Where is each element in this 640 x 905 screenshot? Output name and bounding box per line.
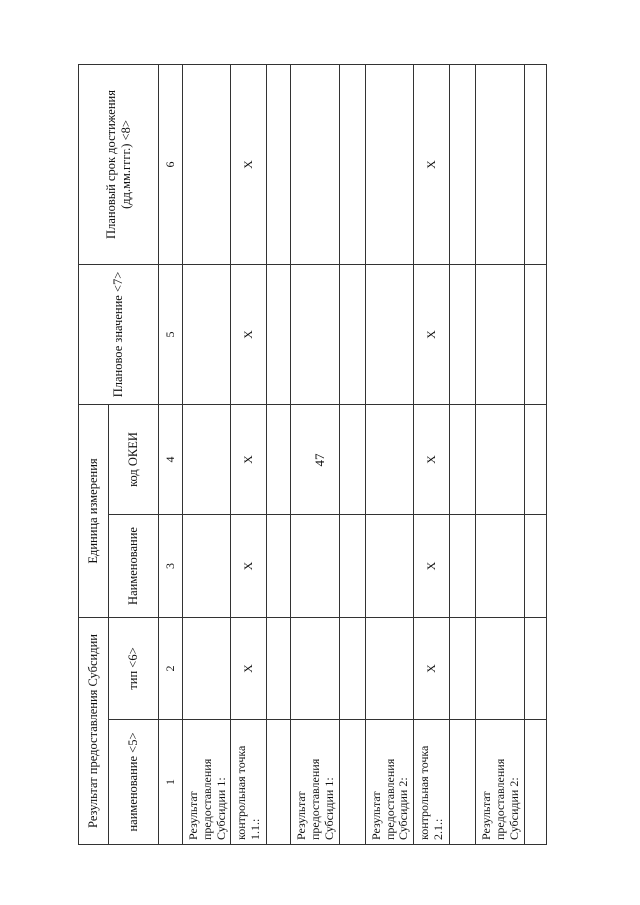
- row-plan-date: [339, 64, 365, 264]
- row-plan-value: [267, 264, 291, 404]
- row-plan-date: [450, 64, 476, 264]
- row-name: Результат предоставления Субсидии 2:: [365, 720, 413, 845]
- table-row: [524, 64, 546, 844]
- table-row: [267, 64, 291, 844]
- row-unit-code: X: [231, 404, 267, 514]
- row-type: [524, 618, 546, 720]
- row-plan-value: X: [414, 264, 450, 404]
- rotated-table-container: [78, 65, 521, 845]
- row-plan-value: X: [231, 264, 267, 404]
- row-type: [267, 618, 291, 720]
- table-row: [414, 64, 450, 844]
- row-plan-value: [476, 264, 524, 404]
- header-type: тип <6>: [109, 618, 159, 720]
- row-type: [183, 618, 231, 720]
- row-plan-value: [291, 264, 339, 404]
- row-plan-value: [524, 264, 546, 404]
- row-type: [450, 618, 476, 720]
- row-type: X: [414, 618, 450, 720]
- row-name: Результат предоставления Субсидии 1:: [291, 720, 339, 845]
- row-type: [291, 618, 339, 720]
- row-plan-value: [450, 264, 476, 404]
- row-unit-name: [524, 515, 546, 618]
- row-type: [476, 618, 524, 720]
- row-plan-date: [524, 64, 546, 264]
- row-name: Результат предоставления Субсидии 2:: [476, 720, 524, 845]
- row-unit-name: [339, 515, 365, 618]
- row-unit-code: [339, 404, 365, 514]
- row-unit-name: [476, 515, 524, 618]
- table-row: [365, 64, 413, 844]
- row-name: [267, 720, 291, 845]
- row-unit-code: [450, 404, 476, 514]
- row-plan-date: [267, 64, 291, 264]
- row-plan-value: [365, 264, 413, 404]
- column-number: 2: [159, 618, 183, 720]
- row-type: [365, 618, 413, 720]
- row-unit-code: [267, 404, 291, 514]
- row-unit-code: [291, 404, 339, 514]
- header-plan-value: Плановое значение <7>: [79, 264, 159, 404]
- row-name: Результат предоставления Субсидии 1:: [183, 720, 231, 845]
- row-unit-code: X: [414, 404, 450, 514]
- table-row: [291, 64, 339, 844]
- row-unit-name: [183, 515, 231, 618]
- row-plan-date: [365, 64, 413, 264]
- table-row: [450, 64, 476, 844]
- row-unit-code: [524, 404, 546, 514]
- row-unit-code: [183, 404, 231, 514]
- header-result-group: Результат предоставления Субсидии: [79, 618, 109, 845]
- header-unit-code: код ОКЕИ: [109, 404, 159, 514]
- header-unit-group: Единица измерения: [79, 404, 109, 617]
- row-name: [450, 720, 476, 845]
- row-unit-code: [476, 404, 524, 514]
- results-table: [78, 64, 547, 845]
- row-type: [339, 618, 365, 720]
- row-plan-date: [476, 64, 524, 264]
- row-plan-value: [183, 264, 231, 404]
- table-row: [339, 64, 365, 844]
- column-number-row: [159, 64, 183, 844]
- row-plan-date: [183, 64, 231, 264]
- row-type: X: [231, 618, 267, 720]
- header-name: наименование <5>: [109, 720, 159, 845]
- row-plan-date: [291, 64, 339, 264]
- table-row: [183, 64, 231, 844]
- row-unit-code: [365, 404, 413, 514]
- row-plan-date: X: [414, 64, 450, 264]
- header-plan-date: Плановый срок достижения (дд.мм.гггг.) <8>: [79, 64, 159, 264]
- row-plan-date: X: [231, 64, 267, 264]
- column-number: 4: [159, 404, 183, 514]
- column-number: 5: [159, 264, 183, 404]
- row-name: контрольная точка 2.1.:: [414, 720, 450, 845]
- row-unit-name: [450, 515, 476, 618]
- row-plan-value: [339, 264, 365, 404]
- row-name: контрольная точка 1.1.:: [231, 720, 267, 845]
- row-unit-name: [365, 515, 413, 618]
- table-row: [476, 64, 524, 844]
- table-row: [231, 64, 267, 844]
- column-number: 3: [159, 515, 183, 618]
- row-unit-name: [291, 515, 339, 618]
- row-unit-name: [267, 515, 291, 618]
- row-unit-name: X: [414, 515, 450, 618]
- page-number: 47: [312, 453, 327, 467]
- column-number: 6: [159, 64, 183, 264]
- row-name: [524, 720, 546, 845]
- header-unit-name: Наименование: [109, 515, 159, 618]
- column-number: 1: [159, 720, 183, 845]
- row-unit-name: X: [231, 515, 267, 618]
- row-name: [339, 720, 365, 845]
